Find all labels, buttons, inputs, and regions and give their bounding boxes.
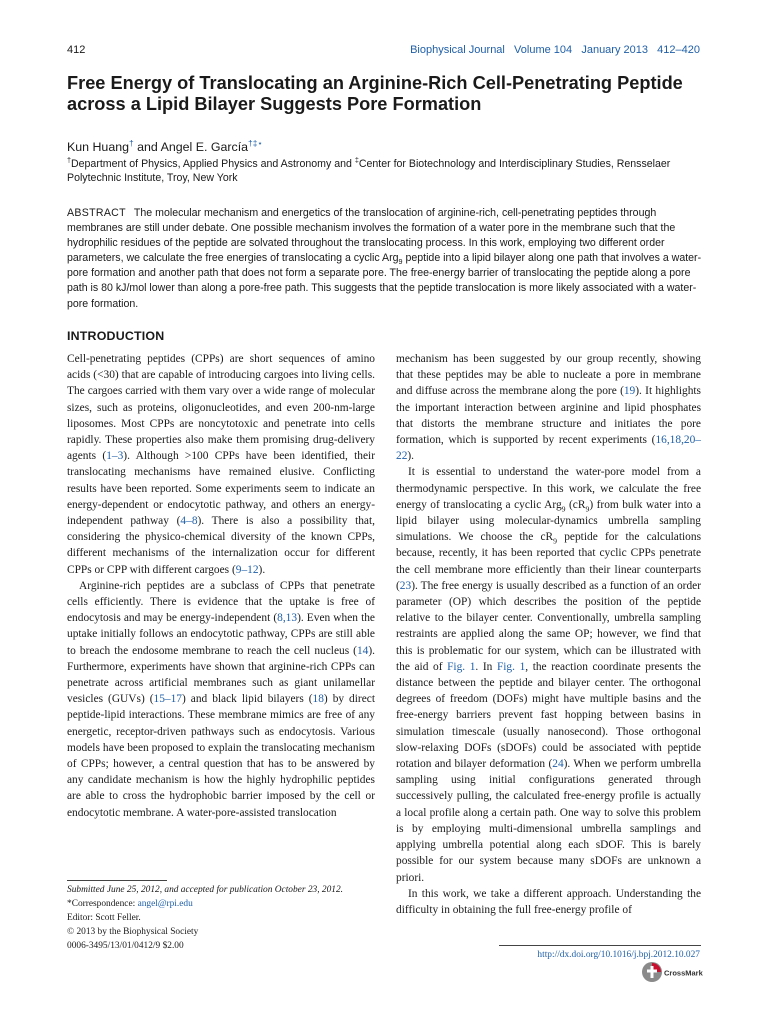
ref-link[interactable]: 1–3 <box>106 450 124 463</box>
author-2: Angel E. García <box>160 140 249 154</box>
title-line-1: Free Energy of Translocating an Arginine-Rich Cell-Penetrating Peptide <box>67 73 683 93</box>
journal-name[interactable]: Biophysical Journal <box>410 44 505 56</box>
ref-link[interactable]: 4–8 <box>180 515 198 528</box>
intro-paragraph-4: It is essential to understand the water-pore model from a thermodynamic perspective. In this work, we calculate the free energy of translocating a cyclic Arg$_9$ $(cR_9)$ from bulk water into a lipid bilayer using molecular-dynamics umbrella sampling simulations. We choose the $cR_9$ peptide for the calculations because, recently, it has been reported that cyclic CPPs penetrate the cell membrane more efficiently than their linear counterparts (23). The free energy is usually described as a function of an order parameter (OP) which describes the position of the peptide relative to the bilayer center. Conventionally, umbrella sampling restraints are applied along the same OP; however, we find that this is problematic for our system, which can be illustrated with the aid of Fig. 1. In Fig. 1, the reaction coordinate presents the distance between the peptide and bilayer center. The orthogonal degrees of freedom (DOFs) might have multiple basins and the free-energy barriers prevent fast hopping between basins in simulation timescale (usually nanosecond). Those orthogonal slow-relaxing DOFs (sDOFs) could be associated with peptide rotation and bilayer deformation (24). When we perform umbrella sampling using initial configurations generated through successively pulling, the calculated free-energy profile is actually a local profile along a certain path. One way to solve this problem is by employing multi-dimensional umbrella samplings and applying umbrella potential along each sDOF. This is barely possible for our system because many sDOFs are unknown a priori. <box>396 466 702 884</box>
ref-link[interactable]: 19 <box>623 385 636 398</box>
issn-note: 0006-3495/13/01/0412/9 $2.00 <box>67 941 184 951</box>
ref-link[interactable]: 14 <box>356 644 369 657</box>
intro-paragraph-3: mechanism has been suggested by our group recently, showing that these peptides may be able to nucleate a pore in membrane and diffuse across the membrane along the pore (19). It highlights the important interaction between arginine and lipid phosphates that distorts the membrane structure and initiates the pore formation, which is supported by recent experiments (16,18,20–22). <box>396 353 701 463</box>
correspondence-email-link[interactable]: angel@rpi.edu <box>137 899 193 909</box>
ref-link[interactable]: 15–17 <box>153 693 182 706</box>
affil-mark-2: ‡ <box>354 155 359 165</box>
doi-link[interactable]: http://dx.doi.org/10.1016/j.bpj.2012.10.027 <box>537 950 700 960</box>
authors <box>67 137 263 154</box>
journal-pages: 412–420 <box>657 44 700 56</box>
crossmark-icon <box>641 961 705 983</box>
intro-paragraph-1: Cell-penetrating peptides (CPPs) are short sequences of amino acids (<30) that are capable of introducing cargoes into living cells. The cargoes carried with them vary over a wide range of molecular sizes, such as proteins, oligonucleotides, and even 200-nm-large liposomes. Most CPPs are noncytotoxic and penetrate into cells rapidly. These properties also make them promising drug-delivery agents (1–3). Although >100 CPPs have been identified, their translocating mechanisms have remained elusive. Conflicting results have been reported. Some experiments seem to indicate an energy-dependent or endocytotic pathway, and others an energy-independent pathway (4–8). There is also a possibility that, considering the physico-chemical diversity of the known CPPs, different mechanisms of the internalization occur for different CPPs or CPP with different cargoes (9–12). <box>67 353 376 576</box>
footnotes <box>67 883 387 953</box>
abstract <box>67 206 703 312</box>
body-column-right <box>396 351 701 918</box>
abstract-text-a: The molecular mechanism and energetics of the translocation of arginine-rich, cell-penetrating peptides through membranes are still under debate. One possible mechanism involves the formation of a water pore in the membrane such that the hydrophilic residues of the peptide are solvated throughout the translocating process. In this work, employing two different order parameters, we calculate the free energies of translocating a cyclic Arg <box>67 207 676 265</box>
affil-mark-1: † <box>67 155 71 165</box>
body-column-left <box>67 351 375 821</box>
ref-link[interactable]: 9–12 <box>235 563 259 576</box>
figure-link[interactable]: Fig. 1 <box>447 660 476 673</box>
author-2-affil-mark[interactable]: †‡⋆ <box>248 137 263 148</box>
affil-part-1: Department of Physics, Applied Physics and Astronomy and <box>71 158 355 170</box>
ref-link[interactable]: 8,13 <box>277 612 298 625</box>
title-line-2: across a Lipid Bilayer Suggests Pore Formation <box>67 94 482 114</box>
figure-link[interactable]: Fig. 1 <box>496 660 526 673</box>
intro-heading: INTRODUCTION <box>67 329 165 343</box>
doi-rule <box>499 945 701 946</box>
journal-header <box>410 44 700 56</box>
affil-part-2: Center for Biotechnology and Interdisciplinary Studies, Rensselaer Polytechnic Institute, Troy, New York <box>67 158 671 184</box>
crossmark-label: CrossMark <box>664 968 703 978</box>
journal-date: January 2013 <box>581 44 648 56</box>
affiliations <box>67 157 717 185</box>
author-1-affil-mark[interactable]: † <box>129 137 134 148</box>
ref-link[interactable]: 24 <box>552 758 564 771</box>
ref-link[interactable]: 23 <box>399 579 412 592</box>
article-title <box>67 73 707 115</box>
ref-link[interactable]: 18 <box>312 693 324 706</box>
editor-note: Editor: Scott Feller. <box>67 913 141 923</box>
abstract-text-b: peptide into a lipid bilayer along one path that involves a water-pore formation and another path that does not form a separate pore. The free-energy barrier of translocating the peptide along a pore path is 80 kJ/mol lower than along a pore-free path. This suggests that the peptide translocation is more likely associated with a water-pore formation. <box>67 252 702 310</box>
intro-paragraph-2: Arginine-rich peptides are a subclass of CPPs that penetrate cells efficiently. There is evidence that the uptake is free of endocytosis and may be energy-independent (8,13). Even when the uptake initially follows an endocytotic pathway, CPPs are still able to breach the endosome membrane to reach the cell nucleus (14). Furthermore, experiments have shown that arginine-rich CPPs can penetrate across artificial membranes such as giant unilamellar vesicles (GUVs) (15–17) and black lipid bilayers (18) by direct peptide-lipid interactions. These membrane mimics are free of any energetic, receptor-driven pathways such as endocytosis. Various models have been proposed to explain the translocating mechanism of CPPs; however, a central question that has to be answered by any candidate mechanism is how the highly hydrophilic peptides are able to cross the hydrophobic barrier imposed by the cell or endocytotic membrane. A water-pore-assisted translocation <box>67 579 375 819</box>
author-1: Kun Huang <box>67 140 130 154</box>
journal-volume: Volume 104 <box>514 44 573 56</box>
author-and: and <box>133 140 161 154</box>
submitted-note: Submitted June 25, 2012, and accepted for publication October 23, 2012. <box>67 885 343 895</box>
page-number: 412 <box>67 44 86 56</box>
footnote-rule <box>67 880 167 881</box>
ref-link[interactable]: 16,18,20–22 <box>396 434 701 463</box>
copyright-note: © 2013 by the Biophysical Society <box>67 927 199 937</box>
crossmark-badge[interactable] <box>641 961 705 983</box>
intro-paragraph-5: In this work, we take a different approach. Understanding the difficulty in obtaining the full free-energy profile of <box>396 887 701 916</box>
abstract-sub: 9 <box>398 257 403 267</box>
correspondence-note: *Correspondence: angel@rpi.edu <box>67 899 193 909</box>
abstract-label: ABSTRACT <box>67 207 126 219</box>
